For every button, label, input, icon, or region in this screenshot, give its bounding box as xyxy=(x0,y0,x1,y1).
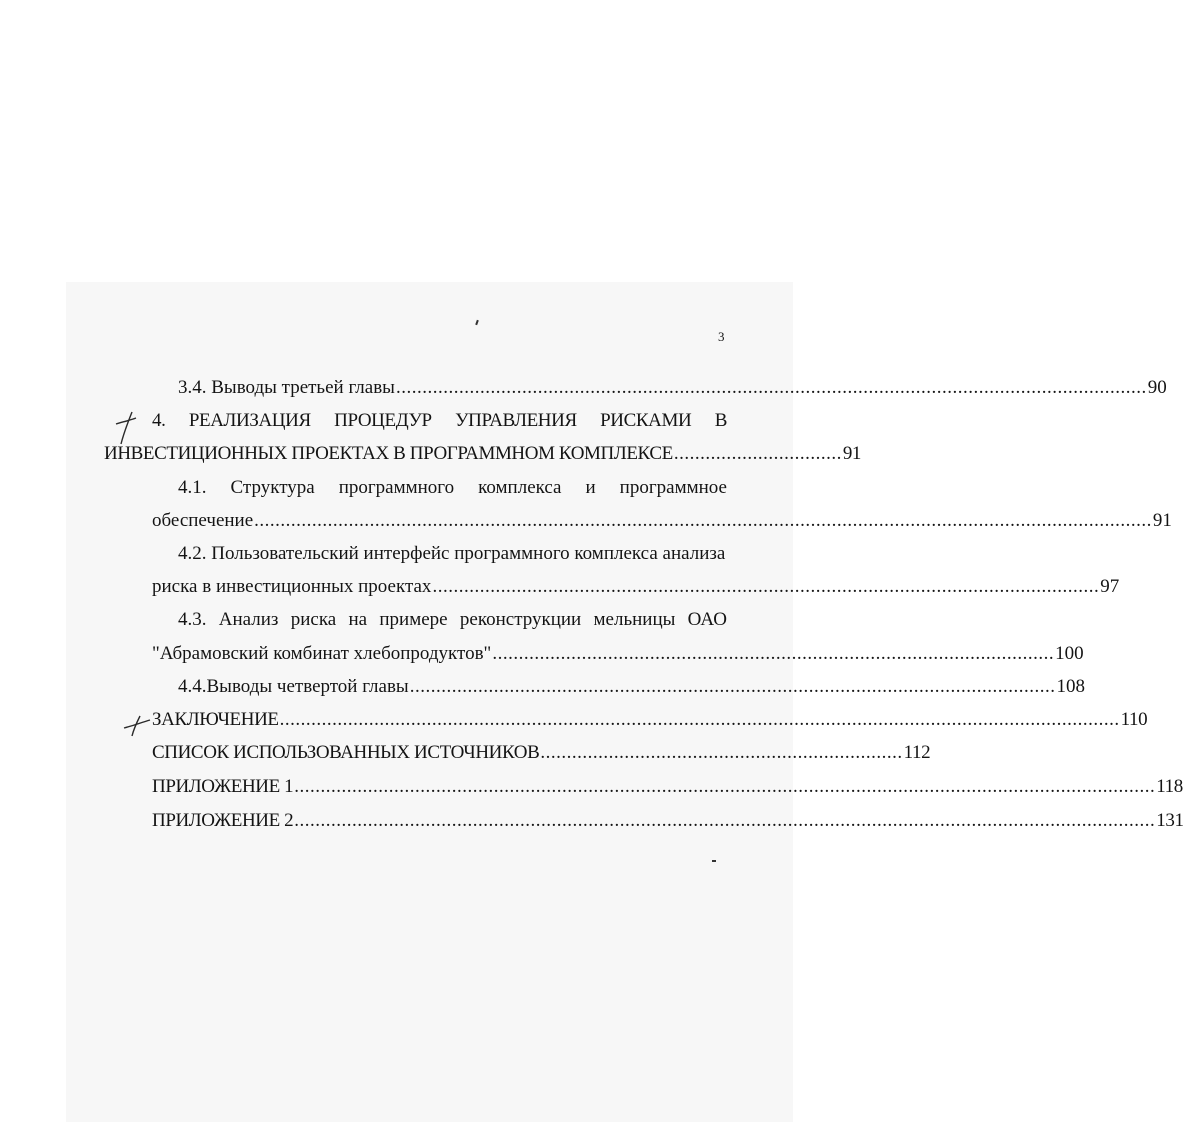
toc-word: 4.3. xyxy=(178,609,207,630)
toc-word: РИСКАМИ xyxy=(600,410,692,431)
toc-word: В xyxy=(714,410,727,431)
toc-word: и xyxy=(585,477,596,498)
toc-entry-4-1-line2 xyxy=(152,510,1172,532)
dot-leader: ........................................................................................................................... xyxy=(409,676,1056,697)
toc-entry-page: 97 xyxy=(1100,576,1120,597)
toc-entry-4-1-line1 xyxy=(178,477,727,499)
toc-entry-page: 91 xyxy=(842,443,862,464)
toc-entry-4-2-line1 xyxy=(178,543,727,565)
toc-entry-conclusion xyxy=(152,709,1148,731)
toc-entry-text: "Абрамовский комбинат хлебопродуктов" xyxy=(152,643,492,664)
dot-leader: ............................................................................................................................... xyxy=(432,576,1100,597)
dot-leader: ..................................................................... xyxy=(540,742,903,763)
toc-entry-references xyxy=(152,742,931,764)
toc-word: Анализ xyxy=(218,609,279,630)
toc-entry-text: ЗАКЛЮЧЕНИЕ xyxy=(152,709,279,730)
toc-entry-chapter-4-line2 xyxy=(104,443,862,465)
toc-entry-page: 112 xyxy=(903,742,931,763)
toc-entry-page: 91 xyxy=(1152,510,1172,531)
toc-entry-appendix-1 xyxy=(152,776,1183,798)
toc-entry-4-3-line1 xyxy=(178,609,727,631)
dot-leader: ................................ xyxy=(673,443,842,464)
toc-entry-text: ПРИЛОЖЕНИЕ 2 xyxy=(152,810,294,831)
dot-leader: .................................................................................................................................................................... xyxy=(294,810,1156,831)
toc-entry-4-3-line2 xyxy=(152,643,1084,665)
toc-word: РЕАЛИЗАЦИЯ xyxy=(188,410,311,431)
toc-entry-page: 131 xyxy=(1156,810,1184,831)
toc-entry-text: ИНВЕСТИЦИОННЫХ ПРОЕКТАХ В ПРОГРАММНОМ КОМПЛЕКСЕ xyxy=(104,443,673,464)
page-number: 3 xyxy=(718,329,725,344)
toc-word: ОАО xyxy=(687,609,727,630)
toc-word: программное xyxy=(619,477,727,498)
toc-word: 4. xyxy=(152,410,166,431)
dot-leader: ........................................................................................................................................................................... xyxy=(254,510,1152,531)
toc-entry-text: риска в инвестиционных проектах xyxy=(152,576,432,597)
toc-word: Структура xyxy=(230,477,315,498)
toc-entry-4-2-line2 xyxy=(152,576,1120,598)
toc-entry-page: 118 xyxy=(1156,776,1183,797)
toc-word: комплекса xyxy=(478,477,562,498)
toc-word: ПРОЦЕДУР xyxy=(334,410,432,431)
toc-entry-3-4 xyxy=(178,377,1167,399)
toc-entry-text: обеспечение xyxy=(152,510,254,531)
toc-entry-page: 108 xyxy=(1056,676,1085,697)
toc-entry-chapter-4-line1 xyxy=(152,410,727,432)
toc-word: риска xyxy=(290,609,337,630)
toc-word: на xyxy=(348,609,368,630)
dot-leader: ........................................................................................................... xyxy=(492,643,1055,664)
toc-word: примере xyxy=(379,609,448,630)
dot-leader: ................................................................................................................................................................ xyxy=(279,709,1120,730)
toc-entry-page: 90 xyxy=(1147,377,1167,398)
toc-entry-text: 4.4.Выводы четвертой главы xyxy=(178,676,409,697)
toc-word: 4.1. xyxy=(178,477,207,498)
toc-entry-text: 4.2. Пользовательский интерфейс программного комплекса анализа xyxy=(178,543,726,564)
toc-entry-appendix-2 xyxy=(152,810,1184,832)
toc-entry-page: 110 xyxy=(1120,709,1148,730)
toc-word: программного xyxy=(338,477,455,498)
toc-entry-4-4 xyxy=(178,676,1085,698)
toc-word: УПРАВЛЕНИЯ xyxy=(455,410,577,431)
toc-entry-text: СПИСОК ИСПОЛЬЗОВАННЫХ ИСТОЧНИКОВ xyxy=(152,742,540,763)
toc-word: реконструкции xyxy=(459,609,582,630)
dot-leader: .................................................................................................................................................................... xyxy=(294,776,1156,797)
toc-entry-text: ПРИЛОЖЕНИЕ 1 xyxy=(152,776,294,797)
toc-entry-text: 3.4. Выводы третьей главы xyxy=(178,377,395,398)
dot-leader: ............................................................................................................................................... xyxy=(395,377,1147,398)
toc-word: мельницы xyxy=(593,609,676,630)
toc-entry-page: 100 xyxy=(1055,643,1084,664)
